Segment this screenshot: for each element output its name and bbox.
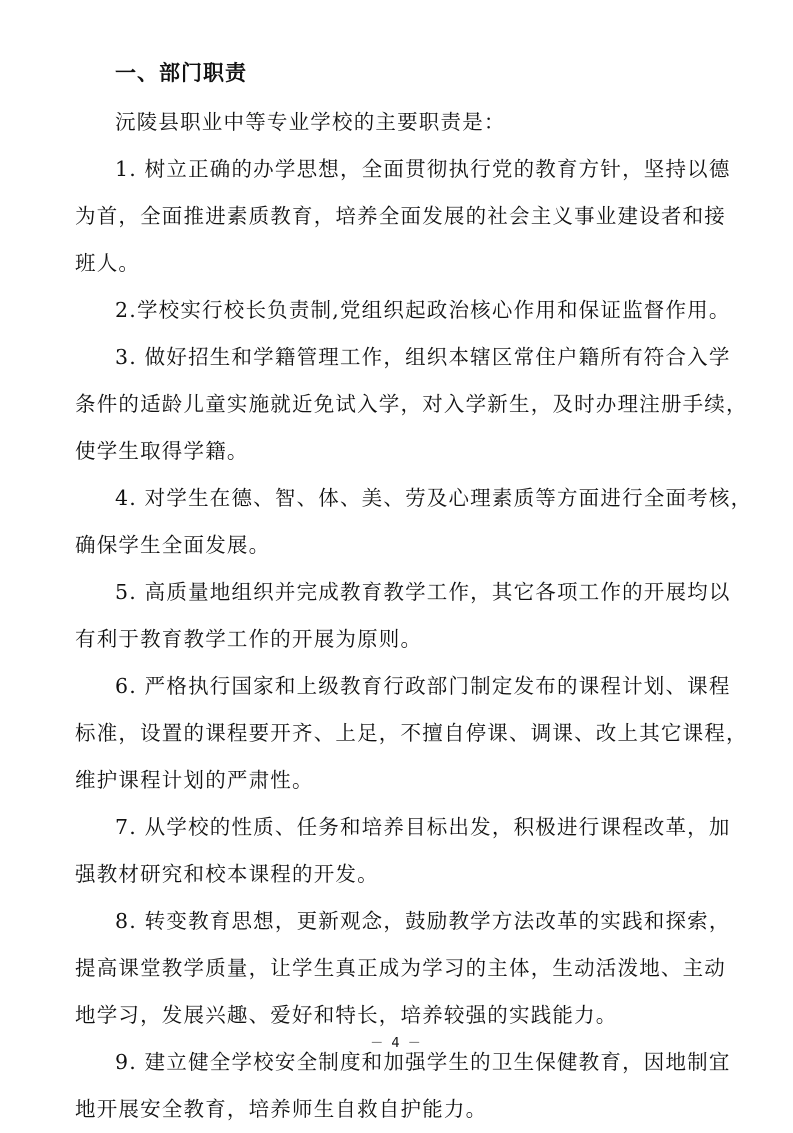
duty-item-line: 有利于教育教学工作的开展为原则。 [75,627,423,651]
intro-paragraph: 沅陵县职业中等专业学校的主要职责是： [115,110,506,134]
duty-item-line: 提高课堂教学质量，让学生真正成为学习的主体，生动活泼地、主动 [75,956,726,980]
duty-item-line: 确保学生全面发展。 [75,533,271,557]
duty-item-line: 条件的适龄儿童实施就近免试入学，对入学新生，及时办理注册手续， [75,392,748,416]
duty-item-line: 2.学校实行校长负责制,党组织起政治核心作用和保证监督作用。 [115,298,731,322]
duty-item-line: 为首，全面推进素质教育，培养全面发展的社会主义事业建设者和接 [75,204,726,228]
duty-item-line: 班人。 [75,251,141,275]
duty-item-line: 地开展安全教育，培养师生自救自护能力。 [75,1097,488,1121]
duty-item-line: 使学生取得学籍。 [75,439,249,463]
duty-item-line: 9. 建立健全学校安全制度和加强学生的卫生保健教育，因地制宜 [115,1050,731,1074]
duty-item-line: 地学习，发展兴趣、爱好和特长，培养较强的实践能力。 [75,1003,618,1027]
duty-item-line: 5. 高质量地组织并完成教育教学工作，其它各项工作的开展均以 [115,580,731,604]
duty-item-line: 标准，设置的课程要开齐、上足，不擅自停课、调课、改上其它课程， [75,721,748,745]
page-number: － 4 － [370,1036,423,1051]
duty-item-line: 维护课程计划的严肃性。 [75,768,314,792]
duty-item-line: 4. 对学生在德、智、体、美、劳及心理素质等方面进行全面考核， [115,486,753,510]
duty-item-line: 强教材研究和校本课程的开发。 [75,862,379,886]
duty-item-line: 6. 严格执行国家和上级教育行政部门制定发布的课程计划、课程 [115,674,731,698]
duty-item-line: 8. 转变教育思想，更新观念，鼓励教学方法改革的实践和探索， [115,909,731,933]
duty-item-line: 1. 树立正确的办学思想，全面贯彻执行党的教育方针，坚持以德 [115,157,731,181]
duty-item-line: 7. 从学校的性质、任务和培养目标出发，积极进行课程改革，加 [115,815,731,839]
section-heading: 一、部门职责 [115,61,247,85]
duty-item-line: 3. 做好招生和学籍管理工作，组织本辖区常住户籍所有符合入学 [115,345,731,369]
